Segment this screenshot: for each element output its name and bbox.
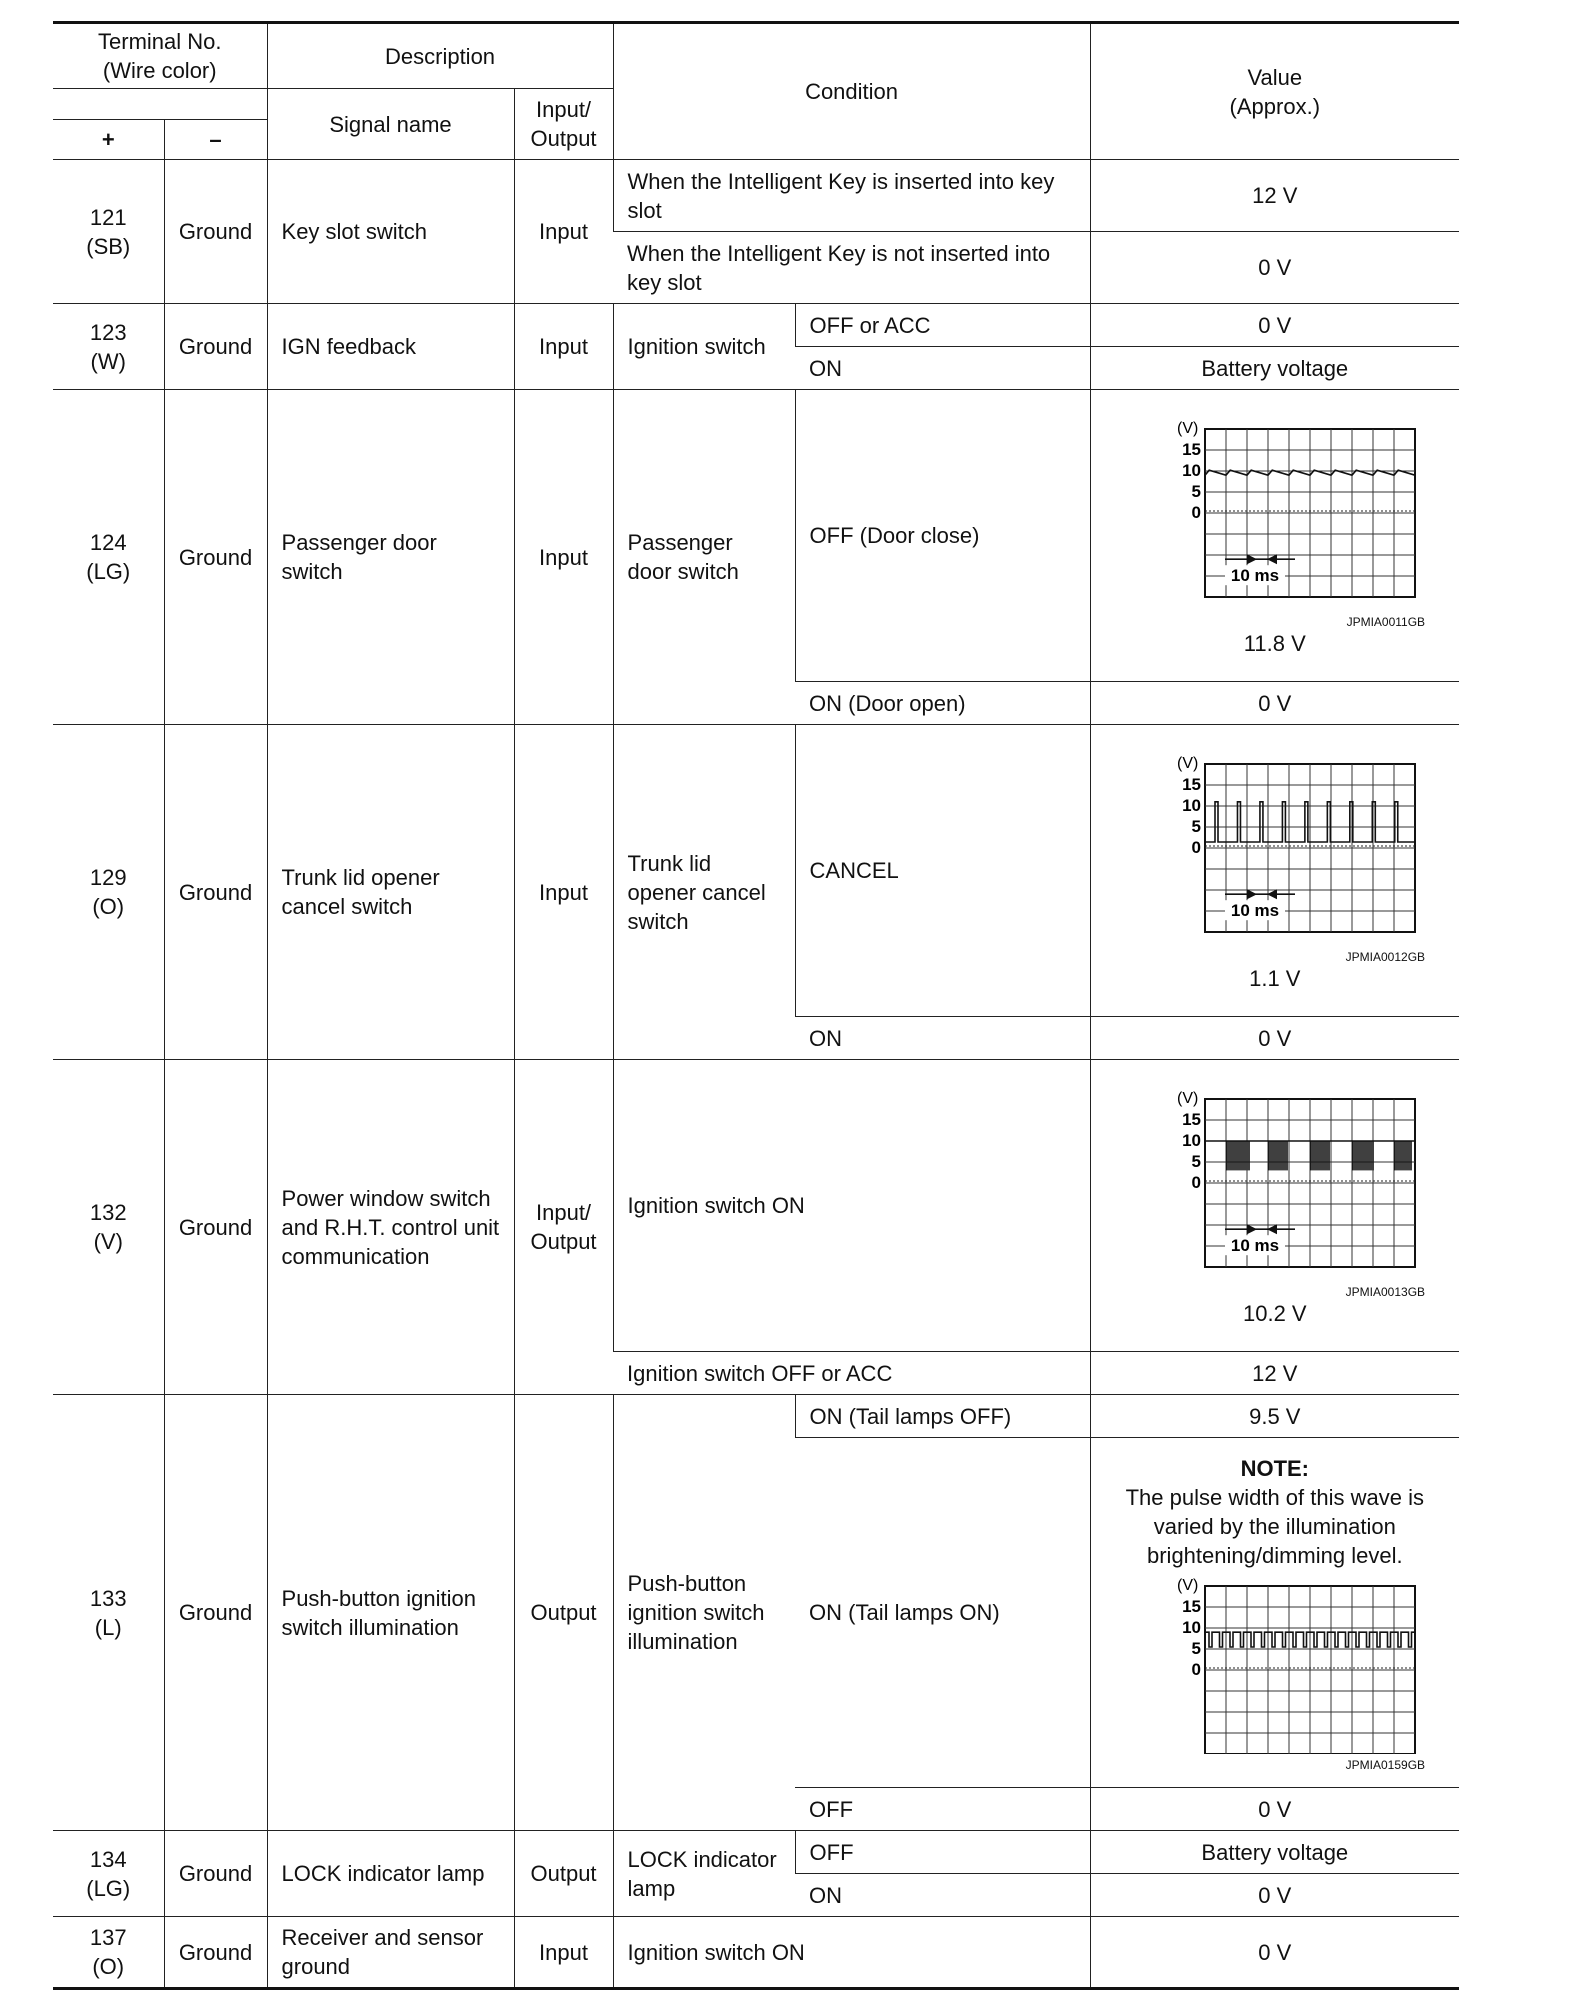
ground-121: Ground: [164, 160, 267, 304]
ground-123: Ground: [164, 304, 267, 390]
terminal-spec-table: [53, 21, 1459, 1990]
value-121-not-inserted: 0 V: [1090, 232, 1459, 304]
waveform-124: [1125, 419, 1425, 611]
scope-arrowhead: [1247, 1224, 1257, 1234]
ground-134: Ground: [164, 1831, 267, 1917]
waveform-133: [1125, 1576, 1425, 1754]
figure-id-133: JPMIA0159GB: [1345, 1757, 1426, 1772]
signal-134: LOCK indicator lamp: [267, 1831, 514, 1917]
header-terminal: Terminal No. (Wire color): [53, 23, 267, 89]
condition-129: Trunk lid opener cancel switch: [613, 725, 795, 1060]
scope-y-tick: 15: [1181, 440, 1201, 459]
figure-id-124: JPMIA0011GB: [1346, 615, 1426, 629]
signal-123: IGN feedback: [267, 304, 514, 390]
scope-time-label: 10 ms: [1230, 1236, 1279, 1256]
scope-arrowhead: [1247, 554, 1257, 564]
subcondition-123-off: OFF or ACC: [795, 304, 1090, 347]
header-signal-name: Signal name: [267, 89, 514, 160]
terminal-124: 124 (LG): [53, 390, 164, 725]
subcondition-129-cancel: CANCEL: [795, 725, 1090, 1017]
subcondition-123-on: ON: [795, 347, 1090, 390]
scope-y-tick: 5: [1191, 817, 1201, 836]
terminal-121: 121 (SB): [53, 160, 164, 304]
value-132-ignition-off: 12 V: [1090, 1352, 1459, 1395]
value-129-on: 0 V: [1090, 1017, 1459, 1060]
signal-129: Trunk lid opener cancel switch: [267, 725, 514, 1060]
value-124-reading: 11.8 V: [1243, 631, 1306, 656]
signal-133: Push-button ignition switch illumination: [267, 1395, 514, 1831]
waveform-129: [1125, 754, 1425, 946]
value-121-inserted: 12 V: [1090, 160, 1459, 232]
scope-y-tick: 15: [1181, 775, 1201, 794]
io-129: Input: [514, 725, 613, 1060]
condition-121-not-inserted: When the Intelligent Key is not inserted into key slot: [613, 232, 1090, 304]
scope-unit-label: (V): [1176, 1576, 1199, 1594]
io-132: Input/ Output: [514, 1060, 613, 1395]
scope-y-tick: 15: [1181, 1596, 1201, 1616]
ground-124: Ground: [164, 390, 267, 725]
header-minus: –: [164, 120, 267, 160]
value-132-reading: 10.2 V: [1242, 1301, 1307, 1326]
value-132-ignition-on: [1090, 1060, 1459, 1352]
scope-y-tick: 0: [1191, 503, 1201, 522]
scope-y-tick: 0: [1191, 1173, 1201, 1192]
signal-132: Power window switch and R.H.T. control unit communication: [267, 1060, 514, 1395]
io-123: Input: [514, 304, 613, 390]
figure-id-129: JPMIA0012GB: [1345, 950, 1426, 964]
condition-132-ignition-on: Ignition switch ON: [613, 1060, 1090, 1352]
subcondition-133-off: OFF: [795, 1788, 1090, 1831]
ground-137: Ground: [164, 1917, 267, 1989]
header-value: Value (Approx.): [1090, 23, 1459, 160]
value-134-off: Battery voltage: [1090, 1831, 1459, 1874]
condition-134: LOCK indicator lamp: [613, 1831, 795, 1917]
scope-y-tick: 0: [1191, 1659, 1201, 1679]
signal-137: Receiver and sensor ground: [267, 1917, 514, 1989]
value-123-off: 0 V: [1090, 304, 1459, 347]
scope-arrowhead: [1247, 889, 1257, 899]
subcondition-133-tail-off: ON (Tail lamps OFF): [795, 1395, 1090, 1438]
condition-137: Ignition switch ON: [613, 1917, 1090, 1989]
scope-y-tick: 10: [1181, 1131, 1201, 1150]
io-137: Input: [514, 1917, 613, 1989]
scope-y-tick: 5: [1191, 482, 1201, 501]
header-condition: Condition: [613, 23, 1090, 160]
subcondition-134-off: OFF: [795, 1831, 1090, 1874]
terminal-123: 123 (W): [53, 304, 164, 390]
io-134: Output: [514, 1831, 613, 1917]
signal-121: Key slot switch: [267, 160, 514, 304]
condition-132-ignition-off: Ignition switch OFF or ACC: [613, 1352, 1090, 1395]
header-input-output: Input/ Output: [514, 89, 613, 160]
ground-129: Ground: [164, 725, 267, 1060]
condition-123: Ignition switch: [613, 304, 795, 390]
ground-133: Ground: [164, 1395, 267, 1831]
terminal-137: 137 (O): [53, 1917, 164, 1989]
scope-time-label: 10 ms: [1230, 901, 1279, 921]
signal-124: Passenger door switch: [267, 390, 514, 725]
terminal-134: 134 (LG): [53, 1831, 164, 1917]
subcondition-124-door-open: ON (Door open): [795, 682, 1090, 725]
condition-124: Passenger door switch: [613, 390, 795, 725]
scope-y-tick: 5: [1191, 1152, 1201, 1171]
value-133-tail-off: 9.5 V: [1090, 1395, 1459, 1438]
subcondition-129-on: ON: [795, 1017, 1090, 1060]
subcondition-134-on: ON: [795, 1874, 1090, 1917]
header-description: Description: [267, 23, 613, 89]
subcondition-124-door-close: OFF (Door close): [795, 390, 1090, 682]
scope-y-tick: 10: [1181, 1617, 1201, 1637]
scope-unit-label: (V): [1176, 1090, 1199, 1107]
figure-id-132: JPMIA0013GB: [1345, 1285, 1426, 1299]
value-129-cancel: [1090, 725, 1459, 1017]
value-123-on: Battery voltage: [1090, 347, 1459, 390]
waveform-132: [1125, 1089, 1425, 1281]
condition-133: Push-button ignition switch illumination: [613, 1395, 795, 1831]
value-124-door-open: 0 V: [1090, 682, 1459, 725]
subcondition-133-tail-on: ON (Tail lamps ON): [795, 1438, 1090, 1788]
value-134-on: 0 V: [1090, 1874, 1459, 1917]
terminal-129: 129 (O): [53, 725, 164, 1060]
terminal-132: 132 (V): [53, 1060, 164, 1395]
io-133: Output: [514, 1395, 613, 1831]
condition-121-inserted: When the Intelligent Key is inserted into key slot: [613, 160, 1090, 232]
io-121: Input: [514, 160, 613, 304]
scope-y-tick: 10: [1181, 461, 1201, 480]
scope-y-tick: 15: [1181, 1110, 1201, 1129]
ground-132: Ground: [164, 1060, 267, 1395]
value-133-tail-on: [1090, 1438, 1459, 1788]
scope-unit-label: (V): [1176, 420, 1199, 437]
io-124: Input: [514, 390, 613, 725]
note-title: NOTE:: [1240, 1455, 1310, 1481]
scope-y-tick: 0: [1191, 838, 1201, 857]
header-plus: +: [53, 120, 164, 160]
scope-y-tick: 10: [1181, 796, 1201, 815]
value-129-reading: 1.1 V: [1249, 966, 1301, 991]
value-133-off: 0 V: [1090, 1788, 1459, 1831]
scope-y-tick: 5: [1191, 1638, 1201, 1658]
value-124-door-close: [1090, 390, 1459, 682]
scope-time-label: 10 ms: [1230, 566, 1279, 586]
note-text: The pulse width of this wave is varied by the illumination brightening/dimming level.: [1125, 1484, 1424, 1568]
value-137: 0 V: [1090, 1917, 1459, 1989]
terminal-133: 133 (L): [53, 1395, 164, 1831]
scope-unit-label: (V): [1176, 755, 1199, 772]
